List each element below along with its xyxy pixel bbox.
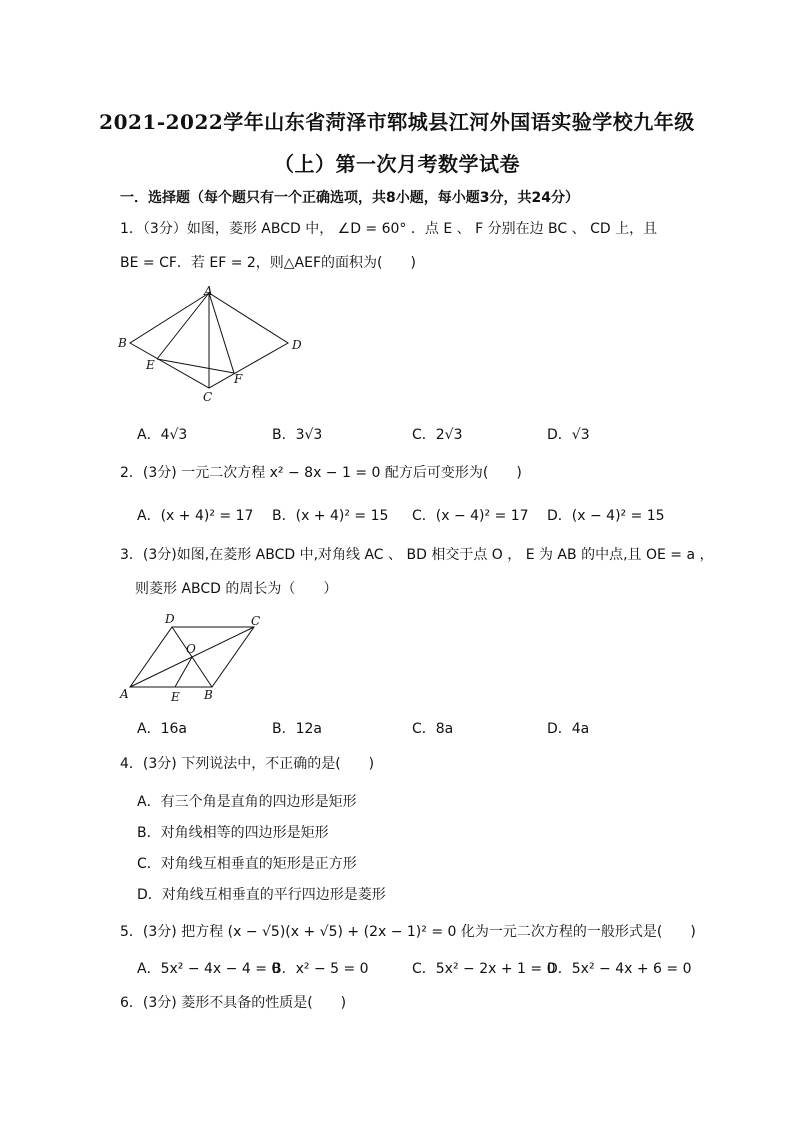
q5-option-a: A．5x² − 4x − 4 = 0 <box>137 961 281 977</box>
q3-label-o: O <box>186 642 196 656</box>
q1-segment-af <box>209 293 234 373</box>
q3-label-b: B <box>204 688 213 702</box>
q3-label-c: C <box>251 614 261 628</box>
q5-option-d: D．5x² − 4x + 6 = 0 <box>547 961 692 977</box>
q4-option-c: C．对角线互相垂直的矩形是正方形 <box>137 856 357 872</box>
q1-rhombus-figure <box>110 283 310 405</box>
q2-text-line1: 2．(3分) 一元二次方程 x² − 8x − 1 = 0 配方后可变形为( ) <box>120 465 522 481</box>
q1-option-a: A．4√3 <box>137 427 188 443</box>
q3-label-e: E <box>171 690 180 704</box>
exam-title-line2: （上）第一次月考数学试卷 <box>274 152 520 176</box>
q1-segment-ae <box>157 293 209 359</box>
q1-label-a: A <box>204 284 213 298</box>
q4-option-d: D．对角线互相垂直的平行四边形是菱形 <box>137 887 386 903</box>
q5-text-line1: 5．(3分) 把方程 (x − √5)(x + √5) + (2x − 1)² = 0 化为一元二次方程的一般形式是( ) <box>120 924 696 940</box>
q1-label-c: C <box>203 390 213 404</box>
q3-option-a: A．16a <box>137 721 187 737</box>
q3-label-d: D <box>165 612 175 626</box>
q1-label-e: E <box>146 358 155 372</box>
q3-option-d: D．4a <box>547 721 590 737</box>
q2-option-b: B．(x + 4)² = 15 <box>272 508 389 524</box>
exam-title-line1: 2021-2022学年山东省菏泽市郓城县江河外国语实验学校九年级 <box>99 110 695 134</box>
q1-text-line2: BE = CF．若 EF = 2，则△AEF的面积为( ) <box>120 255 416 271</box>
q3-text-line1: 3．(3分)如图,在菱形 ABCD 中,对角线 AC 、 BD 相交于点 O ， E 为 AB 的中点,且 OE = a ， <box>120 547 714 563</box>
q1-label-f: F <box>234 372 243 386</box>
q3-option-c: C．8a <box>412 721 454 737</box>
q5-option-c: C．5x² − 2x + 1 = 0 <box>412 961 556 977</box>
q3-option-b: B．12a <box>272 721 322 737</box>
q2-option-d: D．(x − 4)² = 15 <box>547 508 665 524</box>
q5-option-b: B．x² − 5 = 0 <box>272 961 369 977</box>
q4-option-a: A．有三个角是直角的四边形是矩形 <box>137 794 357 810</box>
q3-rhombus-figure <box>115 607 275 707</box>
q6-text-line1: 6．(3分) 菱形不具备的性质是( ) <box>120 995 347 1011</box>
q2-option-c: C．(x − 4)² = 17 <box>412 508 529 524</box>
q2-option-a: A．(x + 4)² = 17 <box>137 508 254 524</box>
q4-option-b: B．对角线相等的四边形是矩形 <box>137 825 329 841</box>
q1-label-d: D <box>292 338 302 352</box>
q3-text-line2: 则菱形 ABCD 的周长为（ ） <box>135 581 338 597</box>
q1-option-c: C．2√3 <box>412 427 463 443</box>
q1-option-d: D．√3 <box>547 427 590 443</box>
q1-option-b: B．3√3 <box>272 427 323 443</box>
section-heading: 一．选择题（每个题只有一个正确选项，共8小题，每小题3分，共24分） <box>120 190 579 206</box>
q1-segment-ef <box>157 359 234 373</box>
q4-text-line1: 4．(3分) 下列说法中，不正确的是( ) <box>120 756 375 772</box>
q3-label-a: A <box>120 687 129 701</box>
q1-text-line1: 1．（3分）如图，菱形 ABCD 中， ∠D = 60° ．点 E 、 F 分别在边 BC 、 CD 上，且 <box>120 221 658 237</box>
q1-label-b: B <box>118 336 127 350</box>
